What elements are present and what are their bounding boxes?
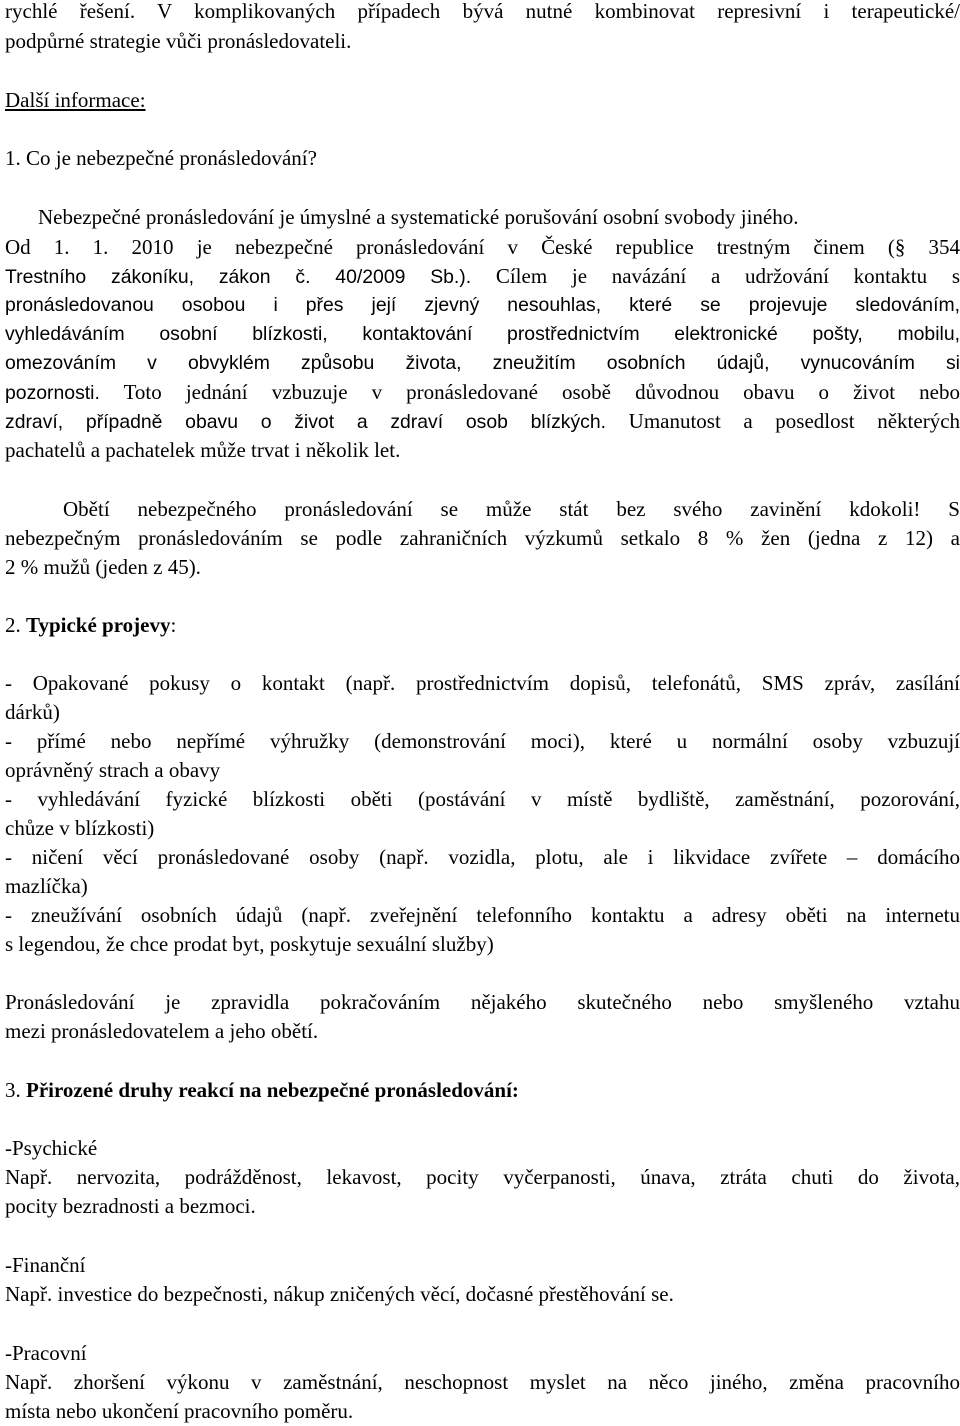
list-item: - přímé nebo nepřímé výhružky (demonstrování moci), které u normální osoby vzbuzují — [5, 729, 960, 753]
text-line-content: Cílem je navázání a udržování kontaktu s — [495, 264, 960, 288]
text-line-content: Toto jednání vzbuzuje v pronásledované osobě důvodnou obavu o život nebo — [123, 380, 960, 404]
text-line: vyhledáváním osobní blízkosti, kontaktování prostřednictvím elektronické pošty, mobilu, — [5, 323, 960, 345]
section-2-number: 2. — [5, 613, 21, 637]
text-line — [5, 232, 960, 262]
text-line: Obětí nebezpečného pronásledování se může stát bez svého zavinění kdokoli! S — [63, 497, 960, 521]
text-line-content: Od 1. 1. 2010 je nebezpečné pronásledování v České republice trestným činem ( — [5, 235, 895, 259]
text-line: Pronásledování je zpravidla pokračováním nějakého skutečného nebo smyšleného vztahu — [5, 990, 960, 1014]
text-line: mezi pronásledovatelem a jeho obětí. — [5, 1019, 319, 1043]
section-1-heading — [5, 143, 317, 173]
list-item: - vyhledávání fyzické blízkosti oběti (postávání v místě bydliště, zaměstnání, pozorování, — [5, 787, 960, 811]
list-item-continuation: dárků) — [5, 700, 60, 724]
text-line: podpůrné strategie vůči pronásledovateli. — [5, 29, 352, 53]
section-1-title: Co je nebezpečné pronásledování? — [26, 146, 317, 170]
list-item — [5, 668, 960, 698]
list-item-text: - Opakované pokusy o kontakt (např. — [5, 671, 396, 695]
text-line: omezováním v obvyklém způsobu života, zneužitím osobních údajů, vynucováním si — [5, 352, 960, 374]
reaction-group-text: Např. zhoršení výkonu v zaměstnání, neschopnost myslet na něco jiného, změna pracovního — [5, 1370, 960, 1394]
reaction-group-text: Např. investice do bezpečnosti, nákup zničených věcí, dočasné přestěhování se. — [5, 1282, 674, 1306]
reaction-group-label: -Psychické — [5, 1136, 98, 1160]
text-line: nebezpečným pronásledováním se podle zahraničních výzkumů setkalo 8 % žen (jedna z 12) a — [5, 526, 960, 550]
text-line-content: zdraví, případně obavu o život a zdraví osob blízkých. — [5, 411, 607, 433]
list-item: - ničení věcí pronásledované osoby (např. vozidla, plotu, ale i likvidace zvířete – domácího — [5, 845, 960, 869]
text-line — [5, 261, 960, 292]
section-3-number: 3. — [5, 1078, 21, 1102]
section-2-title-suffix: : — [170, 613, 177, 637]
text-line: pronásledovanou osobou i přes její zjevný nesouhlas, které se projevuje sledováním, — [5, 294, 960, 316]
section-1-intro: Nebezpečné pronásledování je úmyslné a systematické porušování osobní svobody jiného. — [38, 205, 799, 229]
section-3-title: Přirozené druhy reakcí na nebezpečné pronásledování: — [26, 1078, 519, 1102]
list-item: - zneužívání osobních údajů (např. zveřejnění telefonního kontaktu a adresy oběti na internetu — [5, 903, 960, 927]
reaction-group-text: Např. nervozita, podrážděnost, lekavost, pocity vyčerpanosti, únava, ztráta chuti do života, — [5, 1165, 960, 1189]
reaction-group-text: místa nebo ukončení pracovního poměru. — [5, 1399, 354, 1423]
list-item-text: prostřednictvím dopisů, telefonátů, SMS zpráv, zasílání — [416, 671, 960, 695]
text-line-content: Umanutost a posedlost některých — [628, 409, 960, 433]
law-reference: Trestního zákoníku, zákon č. 40/2009 Sb.). — [5, 266, 472, 288]
more-info-heading — [5, 85, 146, 115]
reaction-group-label: -Finanční — [5, 1253, 86, 1277]
section-3-heading — [5, 1075, 519, 1105]
section-1-number: 1. — [5, 146, 21, 170]
section-2-heading — [5, 610, 176, 640]
section-sign-icon: § — [894, 235, 906, 259]
list-item-continuation: oprávněný strach a obavy — [5, 758, 221, 782]
list-item-continuation: mazlíčka) — [5, 874, 88, 898]
text-line-content: pozornosti. — [5, 382, 100, 404]
text-line — [5, 406, 960, 437]
list-item-continuation: s legendou, že chce prodat byt, poskytuje sexuální služby) — [5, 932, 494, 956]
text-line — [5, 377, 960, 408]
section-number: 354 — [928, 235, 960, 259]
more-info-heading-text: Další informace: — [5, 88, 146, 112]
text-line: 2 % mužů (jeden z 45). — [5, 555, 201, 579]
list-item-continuation: chůze v blízkosti) — [5, 816, 155, 840]
reaction-group-text: pocity bezradnosti a bezmoci. — [5, 1194, 256, 1218]
text-line: pachatelů a pachatelek může trvat i několik let. — [5, 438, 401, 462]
text-line: rychlé řešení. V komplikovaných případech bývá nutné kombinovat represivní i terapeutické/ — [5, 0, 960, 23]
section-2-title: Typické projevy — [26, 613, 171, 637]
reaction-group-label: -Pracovní — [5, 1341, 87, 1365]
